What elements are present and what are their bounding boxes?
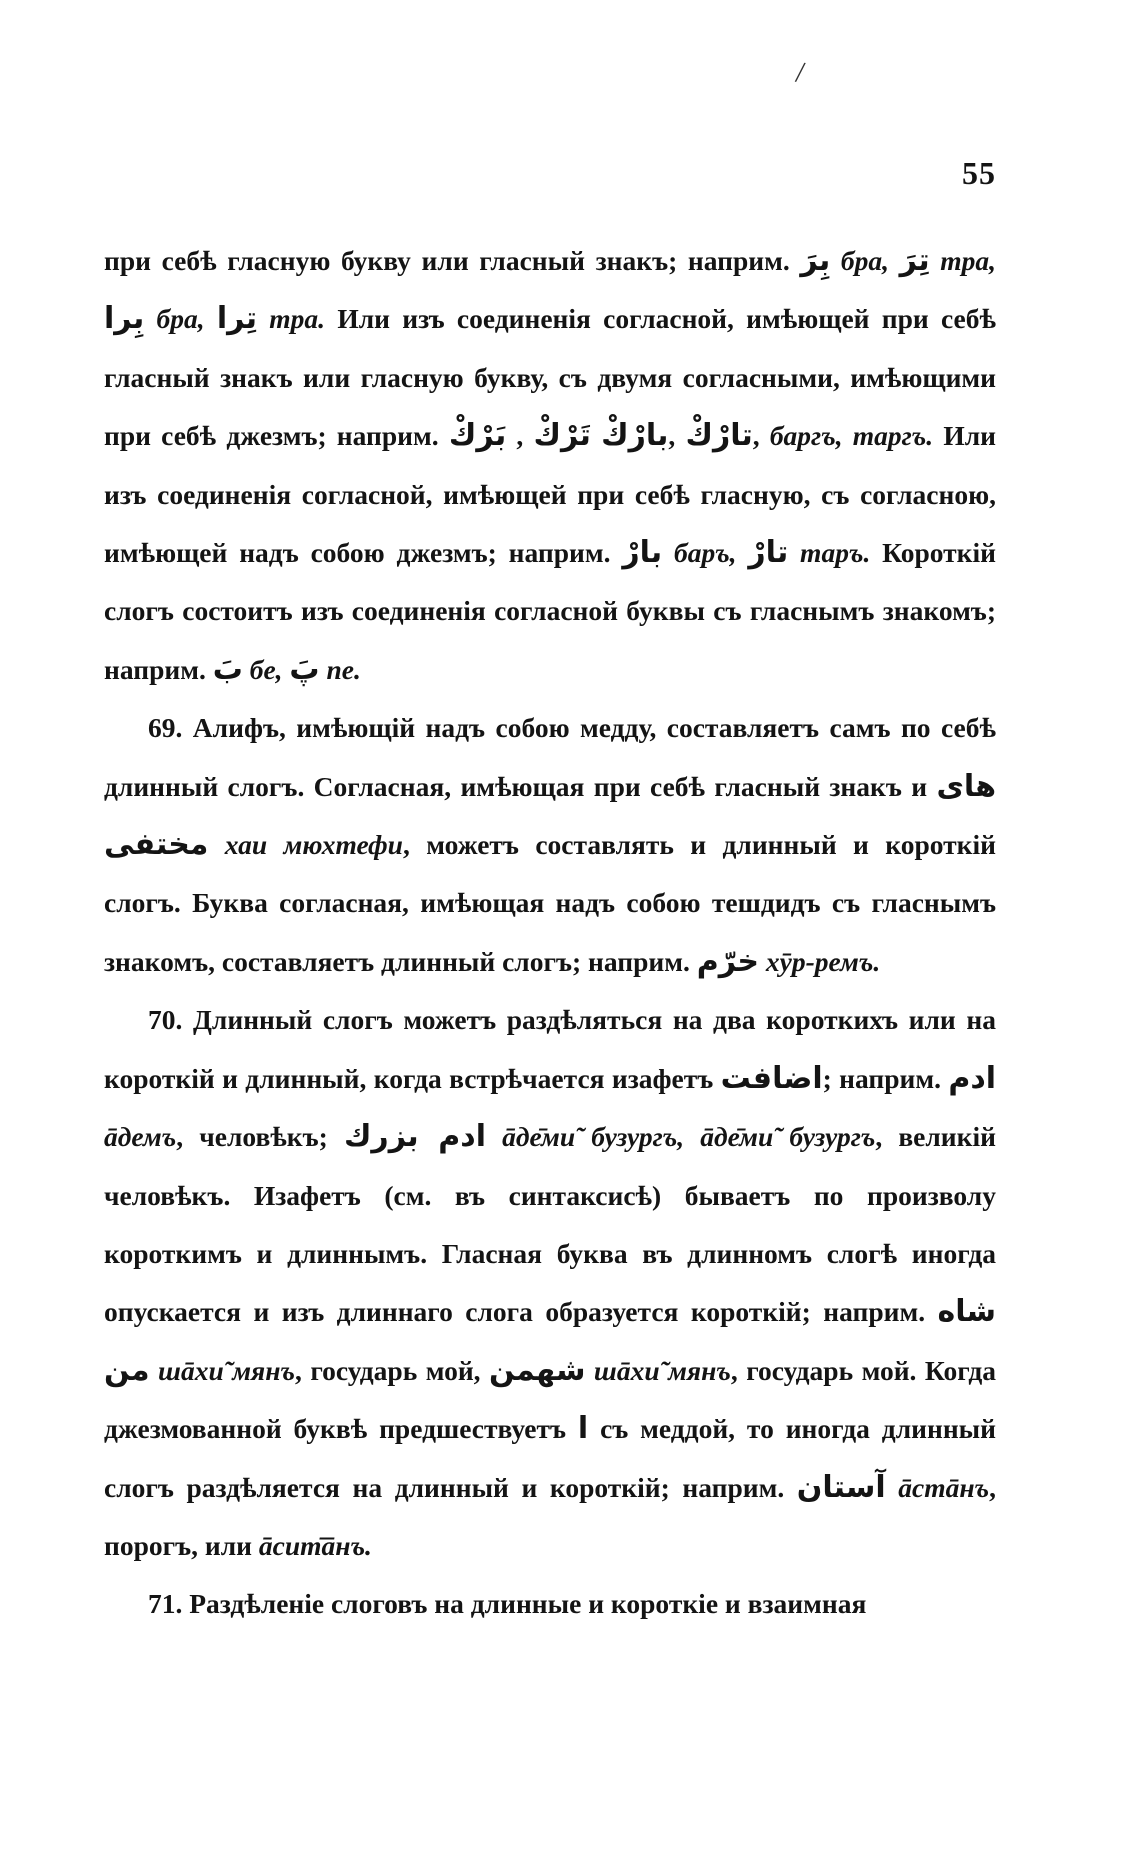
transliteration: бра, [144,303,217,335]
body-text: , [506,420,534,452]
arabic-script-word: آستان [796,1469,886,1505]
arabic-script-word: خرّم [696,943,760,979]
page-body [104,232,996,1634]
body-text: 70. Длинный слогъ можетъ раздѣляться на два короткихъ или на короткій и длинный, когда встрѣчается изафетъ [104,1004,996,1094]
transliteration: баргъ, таргъ. [769,420,934,452]
arabic-script-word: شاه من [104,1294,996,1388]
paragraph-69 [104,699,996,991]
transliteration: пе. [319,653,361,685]
arabic-script-word: تارْ [748,535,789,571]
transliteration: бе, [242,653,290,685]
body-text: , великій человѣкъ. Изафетъ (см. въ синтаксисѣ) бываетъ по произволу короткимъ и длиннымъ. Гласная буква въ длинномъ слогѣ иногда опускается и изъ длиннаго слога образуется короткій; наприм. [104,1121,996,1328]
arabic-script-word: تَرْكْ [533,418,591,454]
body-text: , [668,420,686,452]
transliteration: āдемъ [104,1121,177,1153]
body-text: , государь мой. Когда джезмованной буквѣ предшествуетъ [104,1354,996,1445]
transliteration: хӯр-ремъ. [759,945,881,977]
transliteration: баръ, [662,537,749,569]
body-text: , порогъ, или [104,1471,996,1561]
transliteration: таръ. [788,537,871,569]
transliteration: шāхи̃ мянъ [149,1354,295,1386]
paragraph-70 [104,991,996,1575]
corner-mark: / [793,55,807,90]
arabic-script-word: هاى مختفى [104,768,996,863]
arabic-script-word: بِرَ [800,243,831,278]
arabic-script-word: بِرا [104,301,145,337]
transliteration: āсит̄āнъ. [258,1529,372,1561]
body-text: , [752,420,770,452]
arabic-script-word: تارْكْ [685,418,753,454]
paragraph-continued [104,232,996,699]
body-text: , государь мой, [294,1354,490,1386]
transliteration: āстāнъ [885,1471,990,1503]
body-text [591,420,601,451]
arabic-script-word: بارْكْ [601,418,669,454]
arabic-script-word: ادم [948,1060,996,1096]
arabic-script-word: ا [577,1411,589,1447]
paragraph-71 [104,1575,996,1633]
transliteration: шāхи̃ мянъ [585,1354,731,1386]
arabic-script-word: بَ [212,651,243,687]
body-text: 71. Раздѣленіе слоговъ на длинные и короткіе и взаимная [148,1588,867,1620]
body-text: ; наприм. [822,1062,949,1094]
body-text: съ меддой, то иногда длинный слогъ раздѣляется на длинный и короткій; наприм. [104,1413,996,1503]
body-text: 69. Алифъ, имѣющій надъ собою медду, составляетъ самъ по себѣ длинный слогъ. Согласная, имѣющая при себѣ гласный знакъ и [104,712,996,802]
arabic-script-word: بارْ [622,535,663,571]
page-number: 55 [962,155,996,191]
body-text: , можетъ составлять и длинный и короткій слогъ. Буква согласная, имѣющая надъ собою тешдидъ съ гласнымъ знакомъ, составляетъ длинный слогъ; наприм. [104,829,996,977]
transliteration: бра, [830,245,900,276]
arabic-script-word: بَرْكْ [448,418,507,454]
arabic-script-word: تِرا [216,301,258,337]
transliteration: тра. [257,303,326,335]
transliteration: хаи мюхтефи [208,829,403,861]
body-text: Короткій слогъ состоитъ изъ соединенія согласной буквы съ гласнымъ знакомъ; наприм. [104,537,997,685]
arabic-script-word: شهمن [489,1352,586,1388]
body-text: Или изъ соединенія согласной, имѣющей при себѣ гласный знакъ или гласную букву, съ двумя согласными, имѣющими при себѣ джезмъ; наприм. [104,303,996,452]
body-text: при себѣ гласную букву или гласный знакъ; наприм. [104,245,801,276]
body-text: Или изъ соединенія согласной, имѣющей при себѣ гласную, съ согласною, имѣющей надъ собою джезмъ; наприм. [104,420,997,569]
transliteration: тра, [929,245,996,276]
arabic-script-word: اضافت [720,1060,823,1096]
transliteration: āде̄ми̃ бузургъ, āде̄ми̃ бузургъ [485,1121,876,1153]
arabic-script-word: ادم بزرك [343,1119,486,1155]
body-text: , человѣкъ; [176,1121,344,1153]
arabic-script-word: پَ [289,651,320,687]
arabic-script-word: تِرَ [899,243,930,278]
